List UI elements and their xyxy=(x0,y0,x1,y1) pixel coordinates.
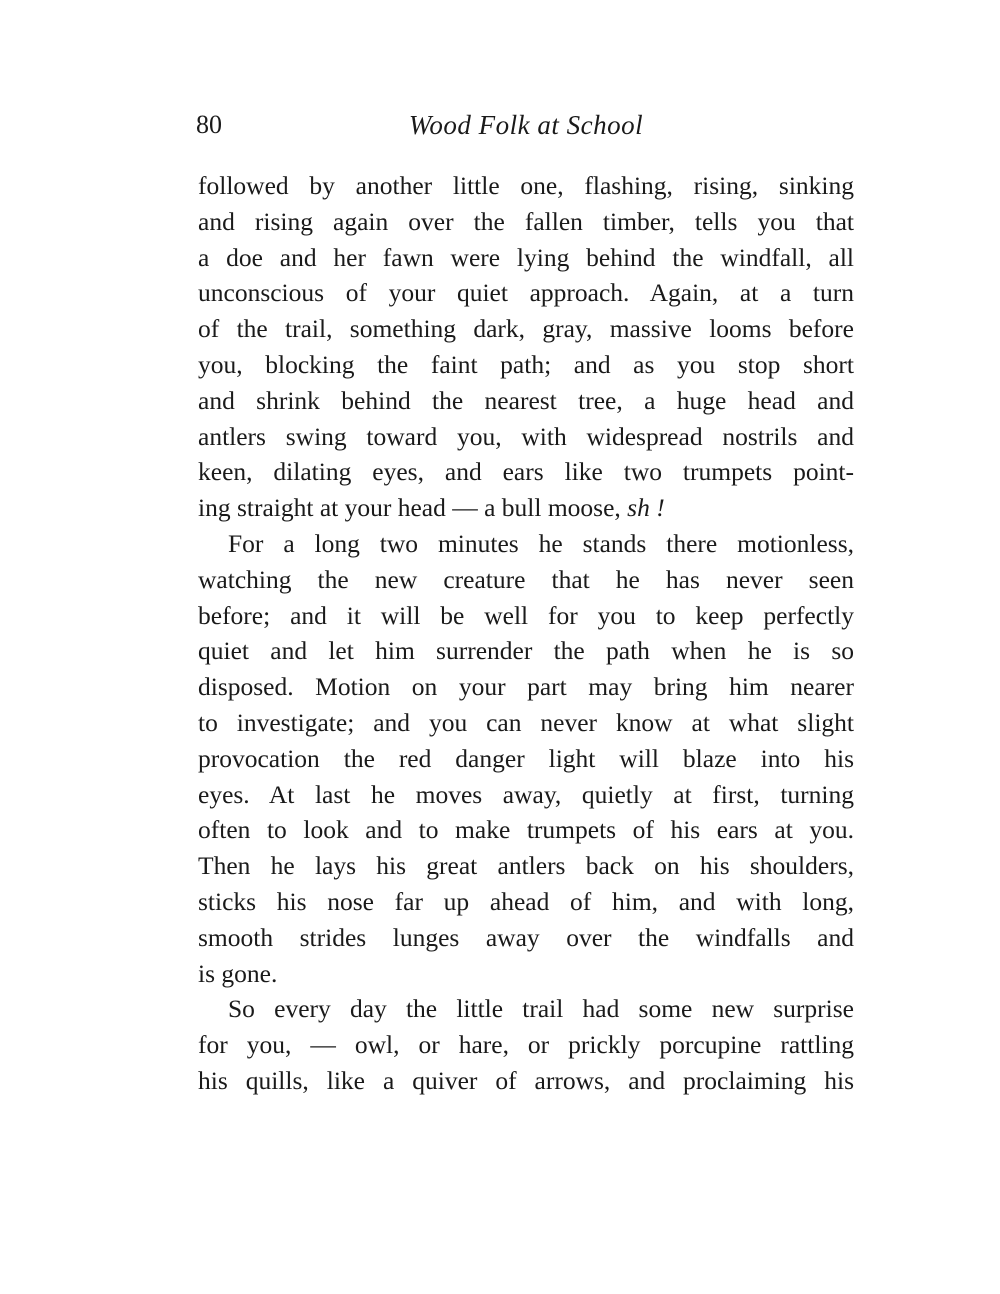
text-line: his quills, like a quiver of arrows, and proclaiming his xyxy=(198,1065,854,1095)
emphasis-text: sh ! xyxy=(627,493,665,523)
text-line: and rising again over the fallen timber, tells you that xyxy=(198,206,854,236)
text-line: is gone. xyxy=(198,958,278,988)
body-text xyxy=(198,168,854,1099)
text-line: followed by another little one, flashing, rising, sinking xyxy=(198,171,854,200)
text-line-main: ing straight at your head — a bull moose, xyxy=(198,493,621,523)
page-header xyxy=(196,108,856,148)
page-number: 80 xyxy=(196,110,222,139)
text-line: disposed. Motion on your part may bring him nearer xyxy=(198,672,854,702)
text-line: quiet and let him surrender the path when he is so xyxy=(198,636,854,666)
running-title: Wood Folk at School xyxy=(408,110,644,140)
text-line: to investigate; and you can never know at what slight xyxy=(198,707,854,737)
text-line: you, blocking the faint path; and as you stop short xyxy=(198,349,854,379)
text-line xyxy=(198,490,854,526)
text-line: provocation the red danger light will blaze into his xyxy=(198,743,854,773)
text-line: before; and it will be well for you to keep perfectly xyxy=(198,600,854,630)
text-line: unconscious of your quiet approach. Again, at a turn xyxy=(198,278,854,308)
text-line: and shrink behind the nearest tree, a huge head and xyxy=(198,385,854,415)
text-line: Then he lays his great antlers back on his shoulders, xyxy=(198,851,854,881)
text-line: often to look and to make trumpets of his ears at you. xyxy=(198,815,854,845)
text-line: eyes. At last he moves away, quietly at first, turning xyxy=(198,779,854,809)
text-line: sticks his nose far up ahead of him, and with long, xyxy=(198,886,854,916)
text-line: for you, — owl, or hare, or prickly porcupine rattling xyxy=(198,1030,854,1060)
text-line: of the trail, something dark, gray, massive looms before xyxy=(198,314,854,344)
text-line: So every day the little trail had some new surprise xyxy=(228,994,854,1024)
text-line: watching the new creature that he has never seen xyxy=(198,564,854,594)
text-line: antlers swing toward you, with widespread nostrils and xyxy=(198,421,854,451)
text-line: keen, dilating eyes, and ears like two trumpets point- xyxy=(198,457,854,487)
text-line: a doe and her fawn were lying behind the windfall, all xyxy=(198,242,854,272)
text-line: smooth strides lunges away over the windfalls and xyxy=(198,922,854,952)
text-line: For a long two minutes he stands there motionless, xyxy=(228,528,854,558)
